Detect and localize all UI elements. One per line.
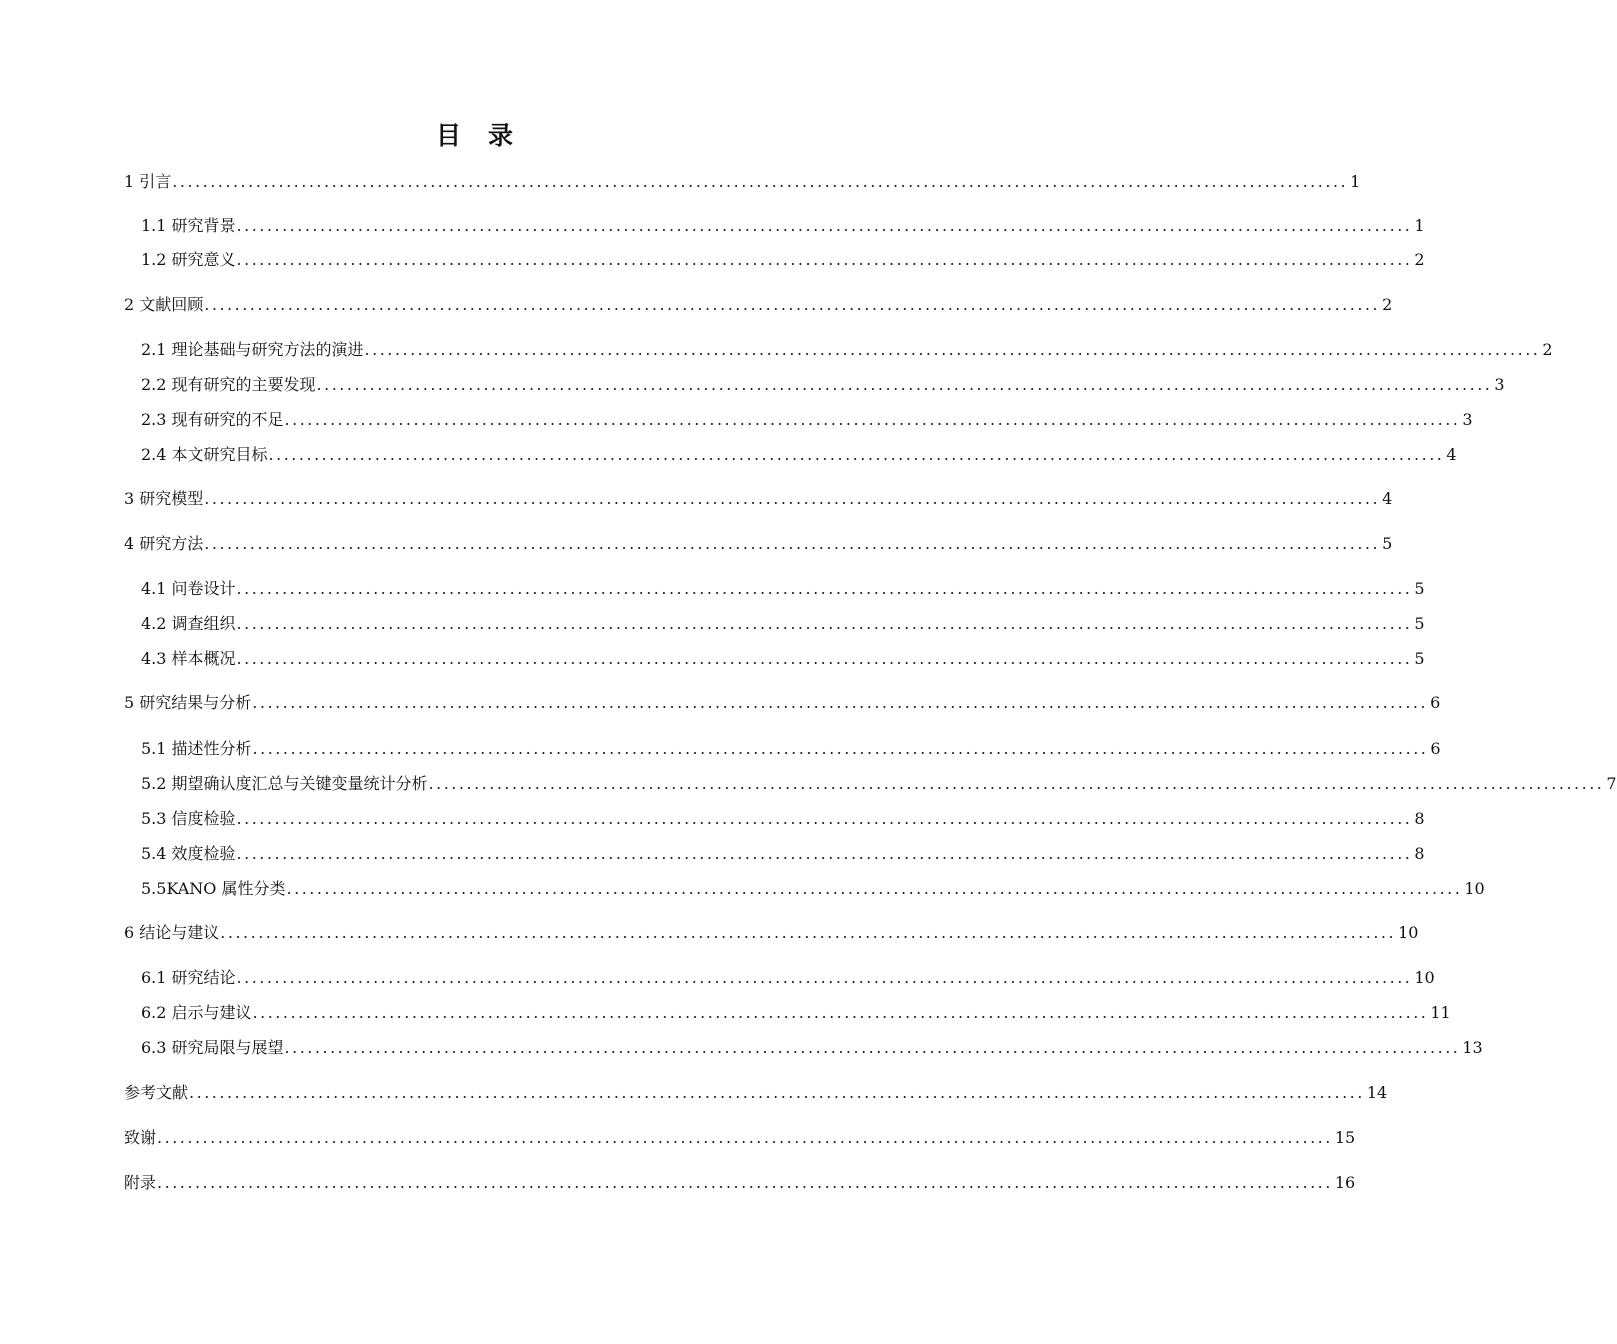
toc-entry-page: 1 (1414, 216, 1425, 235)
toc-entry-label: 5.4 效度检验 (141, 844, 236, 863)
toc-entry-4-3[interactable] (0, 643, 1425, 669)
toc-entry-label: 4.3 样本概况 (141, 649, 236, 668)
toc-entry-label: 6 结论与建议 (124, 923, 220, 942)
toc-entry-page: 1 (1350, 172, 1361, 191)
toc-entry-label: 2.3 现有研究的不足 (141, 410, 284, 429)
dot-leader: ........................................................................................................................................................... (236, 649, 1413, 668)
toc-entry-1-1[interactable] (0, 210, 1425, 236)
toc-entry-label: 2 文献回顾 (124, 295, 204, 314)
toc-entry-2-4[interactable] (0, 439, 1457, 465)
dot-leader: ........................................................................................................................................................... (204, 534, 1381, 553)
toc-entry-appendix[interactable] (0, 1167, 1356, 1193)
dot-leader: ........................................................................................................................................................... (236, 614, 1413, 633)
dot-leader: ........................................................................................................................................................... (204, 489, 1381, 508)
toc-entry-acknowledgements[interactable] (0, 1122, 1356, 1148)
toc-entry-label: 2.2 现有研究的主要发现 (141, 375, 316, 394)
toc-entry-5-4[interactable] (0, 838, 1425, 864)
dot-leader: ........................................................................................................................................................... (157, 1173, 1333, 1192)
toc-entry-page: 10 (1414, 968, 1435, 987)
toc-entry-page: 5 (1414, 649, 1425, 668)
dot-leader: ........................................................................................................................................................... (236, 844, 1413, 863)
toc-entry-page: 16 (1334, 1173, 1356, 1192)
toc-entry-5[interactable] (0, 687, 1441, 713)
toc-entry-4-2[interactable] (0, 608, 1425, 634)
dot-leader: ........................................................................................................................................................... (204, 295, 1381, 314)
dot-leader: ........................................................................................................................................................... (252, 693, 1429, 712)
dot-leader: ........................................................................................................................................................... (284, 410, 1461, 429)
toc-entry-label: 5 研究结果与分析 (124, 693, 252, 712)
toc-entry-page: 10 (1398, 923, 1419, 942)
toc-entry-label: 2.4 本文研究目标 (141, 445, 268, 464)
toc-entry-page: 13 (1462, 1038, 1483, 1057)
toc-entry-page: 2 (1382, 295, 1393, 314)
toc-entry-page: 5 (1414, 614, 1425, 633)
toc-entry-label: 1.1 研究背景 (141, 216, 236, 235)
dot-leader: ........................................................................................................................................................... (189, 1083, 1365, 1102)
toc-entry-label: 参考文献 (124, 1083, 189, 1102)
dot-leader: ........................................................................................................................................................... (364, 340, 1541, 359)
toc-entry-label: 2.1 理论基础与研究方法的演进 (141, 340, 364, 359)
toc-entry-page: 11 (1430, 1003, 1451, 1022)
toc-entry-5-1[interactable] (0, 733, 1441, 759)
toc-entry-page: 2 (1542, 340, 1553, 359)
toc-entry-label: 5.5KANO 属性分类 (141, 879, 286, 898)
toc-entry-1[interactable] (0, 166, 1361, 192)
dot-leader: ........................................................................................................................................................... (428, 774, 1605, 793)
toc-entry-page: 8 (1414, 809, 1425, 828)
dot-leader: ........................................................................................................................................................... (236, 809, 1413, 828)
toc-entry-6[interactable] (0, 917, 1419, 943)
toc-entry-page: 4 (1446, 445, 1457, 464)
toc-entry-2-2[interactable] (0, 369, 1505, 395)
toc-entry-label: 5.1 描述性分析 (141, 739, 252, 758)
toc-entry-6-1[interactable] (0, 962, 1435, 988)
toc-entry-5-2[interactable] (0, 768, 1617, 794)
toc-entry-4-1[interactable] (0, 573, 1425, 599)
toc-entry-5-3[interactable] (0, 803, 1425, 829)
dot-leader: ........................................................................................................................................................... (252, 739, 1429, 758)
dot-leader: ........................................................................................................................................................... (268, 445, 1445, 464)
toc-entry-label: 致谢 (124, 1128, 157, 1147)
toc-entry-3[interactable] (0, 483, 1393, 509)
dot-leader: ........................................................................................................................................................... (236, 250, 1413, 269)
toc-title: 目 录 (435, 121, 514, 150)
toc-entry-page: 15 (1334, 1128, 1356, 1147)
toc-entry-label: 1.2 研究意义 (141, 250, 236, 269)
toc-entry-page: 4 (1382, 489, 1393, 508)
toc-entry-page: 3 (1462, 410, 1473, 429)
toc-entry-6-3[interactable] (0, 1032, 1483, 1058)
toc-entry-label: 5.2 期望确认度汇总与关键变量统计分析 (141, 774, 428, 793)
toc-entry-4[interactable] (0, 528, 1393, 554)
dot-leader: ........................................................................................................................................................... (236, 579, 1413, 598)
dot-leader: ........................................................................................................................................................... (316, 375, 1493, 394)
toc-entry-page: 14 (1366, 1083, 1388, 1102)
dot-leader: ........................................................................................................................................................... (236, 216, 1413, 235)
toc-entry-2[interactable] (0, 289, 1393, 315)
dot-leader: ........................................................................................................................................................... (172, 172, 1349, 191)
toc-entry-page: 5 (1382, 534, 1393, 553)
toc-entry-2-3[interactable] (0, 404, 1473, 430)
toc-entry-label: 4.1 问卷设计 (141, 579, 236, 598)
dot-leader: ........................................................................................................................................................... (284, 1038, 1461, 1057)
toc-entry-6-2[interactable] (0, 997, 1451, 1023)
toc-entry-page: 8 (1414, 844, 1425, 863)
toc-entry-page: 10 (1464, 879, 1485, 898)
toc-entry-label: 3 研究模型 (124, 489, 204, 508)
toc-entry-page: 3 (1494, 375, 1505, 394)
toc-entry-label: 6.1 研究结论 (141, 968, 236, 987)
dot-leader: ........................................................................................................................................................... (236, 968, 1413, 987)
toc-entry-1-2[interactable] (0, 244, 1425, 270)
toc-entry-page: 6 (1430, 739, 1441, 758)
toc-entry-page: 5 (1414, 579, 1425, 598)
toc-entry-5-5[interactable] (0, 873, 1485, 899)
dot-leader: ........................................................................................................................................................... (220, 923, 1397, 942)
toc-entry-label: 6.2 启示与建议 (141, 1003, 252, 1022)
toc-entry-label: 1 引言 (124, 172, 172, 191)
toc-entry-label: 附录 (124, 1173, 157, 1192)
toc-entry-label: 4.2 调查组织 (141, 614, 236, 633)
dot-leader: ........................................................................................................................................................... (286, 879, 1463, 898)
toc-entry-label: 5.3 信度检验 (141, 809, 236, 828)
toc-entry-label: 4 研究方法 (124, 534, 204, 553)
toc-entry-2-1[interactable] (0, 334, 1553, 360)
dot-leader: ........................................................................................................................................................... (252, 1003, 1429, 1022)
dot-leader: ........................................................................................................................................................... (157, 1128, 1333, 1147)
toc-entry-label: 6.3 研究局限与展望 (141, 1038, 284, 1057)
toc-entry-page: 2 (1414, 250, 1425, 269)
toc-entry-page: 6 (1430, 693, 1441, 712)
toc-entry-page: 7 (1606, 774, 1617, 793)
toc-entry-references[interactable] (0, 1077, 1388, 1103)
